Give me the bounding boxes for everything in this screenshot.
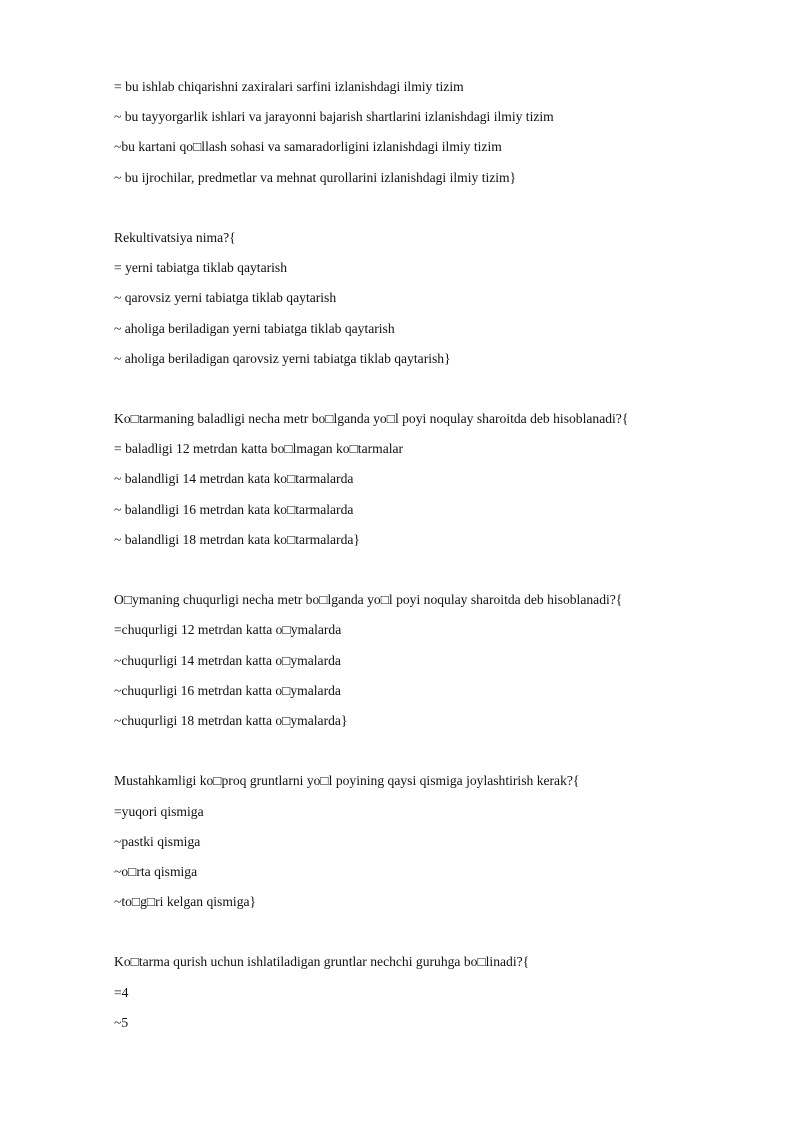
answer-line: = bu ishlab chiqarishni zaxiralari sarfini izlanishdagi ilmiy tizim <box>114 79 464 94</box>
answer-line: ~to□g□ri kelgan qismiga} <box>114 894 257 910</box>
question-block-2 <box>114 223 754 374</box>
blank-line <box>114 736 754 766</box>
answer-line: ~o□rta qismiga <box>114 863 198 879</box>
blank-line <box>114 917 754 947</box>
question-line: Mustahkamligi ko□proq gruntlarni yo□l poyining qaysi qismiga joylashtirish kerak?{ <box>114 773 580 789</box>
answer-line: ~chuqurligi 14 metrdan katta o□ymalarda <box>114 652 341 668</box>
question-block-1 <box>114 72 754 193</box>
answer-line: ~ balandligi 16 metrdan kata ko□tarmalarda <box>114 501 354 517</box>
blank-line <box>114 193 754 223</box>
question-line: Ko□tarmaning baladligi necha metr bo□lganda yo□l poyi noqulay sharoitda deb hisoblanadi?{ <box>114 411 629 427</box>
blank-line <box>114 555 754 585</box>
answer-line: ~ bu ijrochilar, predmetlar va mehnat qurollarini izlanishdagi ilmiy tizim} <box>114 169 517 185</box>
answer-line: ~bu kartani qo□llash sohasi va samaradorligini izlanishdagi ilmiy tizim <box>114 139 502 155</box>
question-line: Ko□tarma qurish uchun ishlatiladigan gruntlar nechchi guruhga bo□linadi?{ <box>114 954 530 970</box>
answer-line: = yerni tabiatga tiklab qaytarish <box>114 260 288 276</box>
question-block-4 <box>114 585 754 736</box>
answer-line: ~ aholiga beriladigan yerni tabiatga tiklab qaytarish <box>114 320 395 336</box>
blank-line <box>114 374 754 404</box>
answer-line: =4 <box>114 984 129 1000</box>
answer-line: ~chuqurligi 16 metrdan katta o□ymalarda <box>114 682 341 698</box>
question-line: O□ymaning chuqurligi necha metr bo□lganda yo□l poyi noqulay sharoitda deb hisoblanadi?{ <box>114 592 623 608</box>
answer-line: ~chuqurligi 18 metrdan katta o□ymalarda} <box>114 712 348 728</box>
answer-line: ~ balandligi 18 metrdan kata ko□tarmalarda} <box>114 531 360 547</box>
question-block-3 <box>114 404 754 555</box>
answer-line: ~5 <box>114 1014 129 1030</box>
document-body <box>114 72 754 1038</box>
answer-line: ~ aholiga beriladigan qarovsiz yerni tabiatga tiklab qaytarish} <box>114 350 451 366</box>
answer-line: =chuqurligi 12 metrdan katta o□ymalarda <box>114 622 342 638</box>
question-line: Rekultivatsiya nima?{ <box>114 229 236 245</box>
answer-line: = baladligi 12 metrdan katta bo□lmagan ko□tarmalar <box>114 441 404 457</box>
answer-line: ~ balandligi 14 metrdan kata ko□tarmalarda <box>114 471 354 487</box>
answer-line: ~pastki qismiga <box>114 833 201 849</box>
answer-line: ~ bu tayyorgarlik ishlari va jarayonni bajarish shartlarini izlanishdagi ilmiy tizim <box>114 109 554 125</box>
question-block-5 <box>114 766 754 917</box>
answer-line: =yuqori qismiga <box>114 803 204 819</box>
question-block-6 <box>114 947 754 1038</box>
answer-line: ~ qarovsiz yerni tabiatga tiklab qaytarish <box>114 290 337 306</box>
